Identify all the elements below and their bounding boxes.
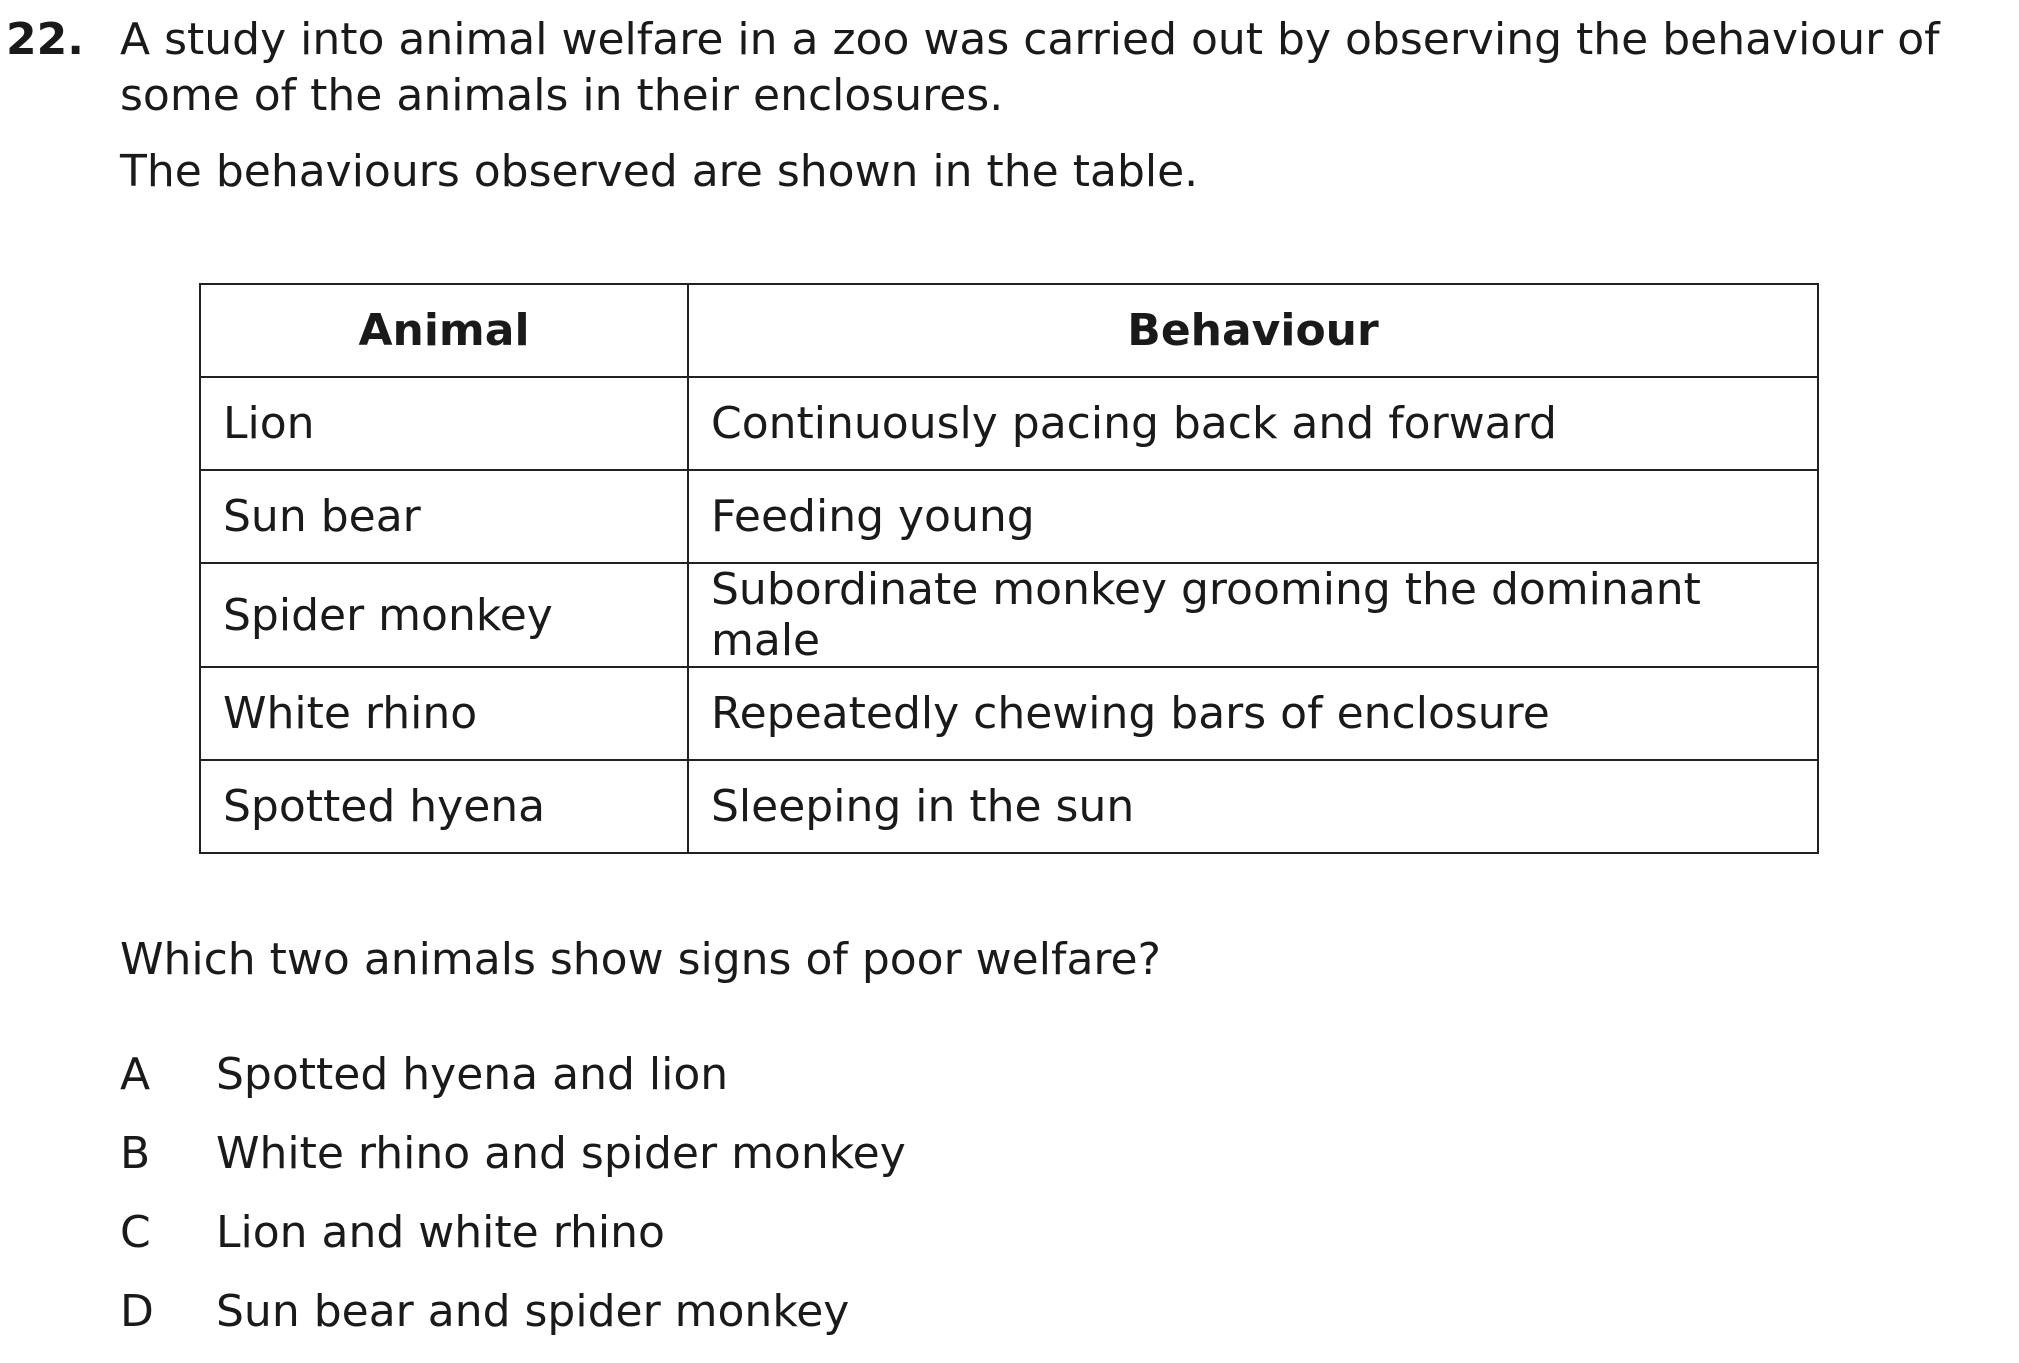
option-letter: D xyxy=(120,1286,154,1337)
table-row xyxy=(200,667,1818,760)
option-text: Lion and white rhino xyxy=(216,1207,665,1258)
question-number: 22. xyxy=(6,14,84,65)
behaviour-cell: Feeding young xyxy=(688,470,1818,563)
table-row xyxy=(200,760,1818,853)
option-c[interactable] xyxy=(120,1205,906,1284)
question-prompt: Which two animals show signs of poor welfare? xyxy=(120,934,1161,985)
option-letter: A xyxy=(120,1049,151,1100)
question-stem: A study into animal welfare in a zoo was carried out by observing the behaviour of some of the animals in their enclosures. xyxy=(120,14,1940,121)
option-b[interactable] xyxy=(120,1126,906,1205)
behaviour-cell: Sleeping in the sun xyxy=(688,760,1818,853)
animal-cell: Sun bear xyxy=(200,470,688,563)
animal-cell: Lion xyxy=(200,377,688,470)
animal-cell: Spider monkey xyxy=(200,563,688,667)
option-text: Spotted hyena and lion xyxy=(216,1049,729,1100)
header-behaviour: Behaviour xyxy=(688,284,1818,377)
header-animal: Animal xyxy=(200,284,688,377)
animal-cell: Spotted hyena xyxy=(200,760,688,853)
behaviour-cell: Repeatedly chewing bars of enclosure xyxy=(688,667,1818,760)
option-letter: B xyxy=(120,1128,151,1179)
table-row xyxy=(200,470,1818,563)
option-text: White rhino and spider monkey xyxy=(216,1128,906,1179)
table-row xyxy=(200,377,1818,470)
answer-options xyxy=(120,1047,906,1363)
table-row xyxy=(200,563,1818,667)
option-d[interactable] xyxy=(120,1284,906,1363)
behaviour-cell: Continuously pacing back and forward xyxy=(688,377,1818,470)
behaviour-cell: Subordinate monkey grooming the dominant male xyxy=(688,563,1818,667)
behaviour-table xyxy=(199,283,1819,854)
table-header-row xyxy=(200,284,1818,377)
table-intro: The behaviours observed are shown in the table. xyxy=(120,146,1199,197)
animal-cell: White rhino xyxy=(200,667,688,760)
option-text: Sun bear and spider monkey xyxy=(216,1286,850,1337)
option-a[interactable] xyxy=(120,1047,906,1126)
option-letter: C xyxy=(120,1207,151,1258)
